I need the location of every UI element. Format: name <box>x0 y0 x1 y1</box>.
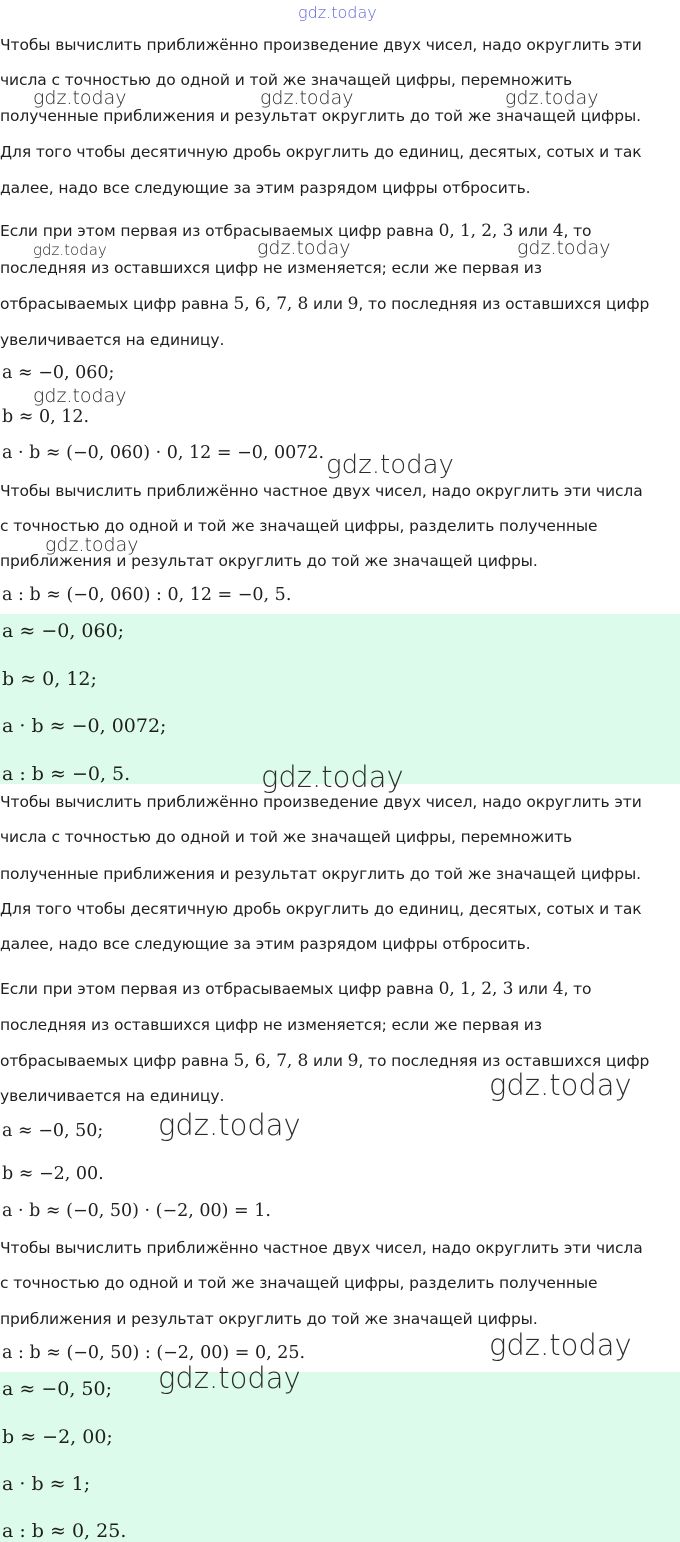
paragraph-line: с точностью до одной и той же значащей цифры, разделить полученные <box>0 517 598 535</box>
watermark: gdz.today <box>33 385 127 407</box>
answer-box <box>0 614 680 784</box>
answer-line: a · b ≈ −0, 0072; <box>2 715 167 737</box>
math-line: a ≈ −0, 50; <box>2 1121 104 1141</box>
math-line: b ≈ −2, 00. <box>2 1164 104 1184</box>
paragraph-line: увеличивается на единицу. <box>0 1087 225 1105</box>
paragraph-line: Чтобы вычислить приближённо произведение двух чисел, надо округлить эти <box>0 36 642 54</box>
math-line: a ≈ −0, 060; <box>2 363 115 383</box>
watermark: gdz.today <box>326 450 454 480</box>
watermark: gdz.today <box>33 87 127 109</box>
math-line: a : b ≈ (−0, 50) : (−2, 00) = 0, 25. <box>2 1343 306 1363</box>
watermark: gdz.today <box>489 1068 632 1102</box>
answer-box <box>0 1372 680 1542</box>
paragraph-line: далее, надо все следующие за этим разрядом цифры отбросить. <box>0 179 531 197</box>
paragraph-line: приближения и результат округлить до той же значащей цифры. <box>0 552 538 570</box>
paragraph-line: Для того чтобы десятичную дробь округлить до единиц, десятых, сотых и так <box>0 900 642 918</box>
paragraph-line: последняя из оставшихся цифр не изменяется; если же первая из <box>0 259 542 277</box>
answer-line: b ≈ −2, 00; <box>2 1426 113 1448</box>
answer-line: a ≈ −0, 50; <box>2 1378 112 1400</box>
paragraph-line: Если при этом первая из отбрасываемых цифр равна 0, 1, 2, 3 или 4, то <box>0 979 592 999</box>
watermark: gdz.today <box>505 87 599 109</box>
answer-line: a ≈ −0, 060; <box>2 620 125 642</box>
math-line: a : b ≈ (−0, 060) : 0, 12 = −0, 5. <box>2 585 292 605</box>
watermark: gdz.today <box>260 87 354 109</box>
paragraph-line: отбрасываемых цифр равна 5, 6, 7, 8 или 9, то последняя из оставшихся цифр <box>0 294 650 314</box>
math-line: a · b ≈ (−0, 060) · 0, 12 = −0, 0072. <box>2 443 325 463</box>
paragraph-line: Чтобы вычислить приближённо частное двух чисел, надо округлить эти числа <box>0 1239 643 1257</box>
answer-line: b ≈ 0, 12; <box>2 668 97 690</box>
paragraph-line: Для того чтобы десятичную дробь округлить до единиц, десятых, сотых и так <box>0 143 642 161</box>
paragraph-line: полученные приближения и результат округлить до той же значащей цифры. <box>0 107 641 125</box>
paragraph-line: далее, надо все следующие за этим разрядом цифры отбросить. <box>0 935 531 953</box>
watermark: gdz.today <box>257 237 351 259</box>
paragraph-line: приближения и результат округлить до той же значащей цифры. <box>0 1310 538 1328</box>
watermark: gdz.today <box>298 3 377 22</box>
paragraph-line: полученные приближения и результат округлить до той же значащей цифры. <box>0 865 641 883</box>
paragraph-line: увеличивается на единицу. <box>0 331 225 349</box>
paragraph-line: последняя из оставшихся цифр не изменяется; если же первая из <box>0 1016 542 1034</box>
watermark: gdz.today <box>158 1108 301 1142</box>
math-line: a · b ≈ (−0, 50) · (−2, 00) = 1. <box>2 1201 271 1221</box>
answer-line: a · b ≈ 1; <box>2 1473 91 1495</box>
math-line: b ≈ 0, 12. <box>2 407 90 427</box>
watermark: gdz.today <box>45 534 139 556</box>
watermark: gdz.today <box>261 760 404 794</box>
paragraph-line: числа с точностью до одной и той же значащей цифры, перемножить <box>0 828 573 846</box>
answer-line: a : b ≈ 0, 25. <box>2 1520 127 1542</box>
watermark: gdz.today <box>33 241 107 259</box>
watermark: gdz.today <box>489 1328 632 1362</box>
paragraph-line: Чтобы вычислить приближённо произведение двух чисел, надо округлить эти <box>0 793 642 811</box>
paragraph-line: с точностью до одной и той же значащей цифры, разделить полученные <box>0 1274 598 1292</box>
paragraph-line: Чтобы вычислить приближённо частное двух чисел, надо округлить эти числа <box>0 482 643 500</box>
paragraph-line: отбрасываемых цифр равна 5, 6, 7, 8 или 9, то последняя из оставшихся цифр <box>0 1051 650 1071</box>
answer-line: a : b ≈ −0, 5. <box>2 763 131 785</box>
watermark: gdz.today <box>517 237 611 259</box>
watermark: gdz.today <box>158 1361 301 1395</box>
paragraph-line: числа с точностью до одной и той же значащей цифры, перемножить <box>0 71 573 89</box>
paragraph-line: Если при этом первая из отбрасываемых цифр равна 0, 1, 2, 3 или 4, то <box>0 221 592 241</box>
